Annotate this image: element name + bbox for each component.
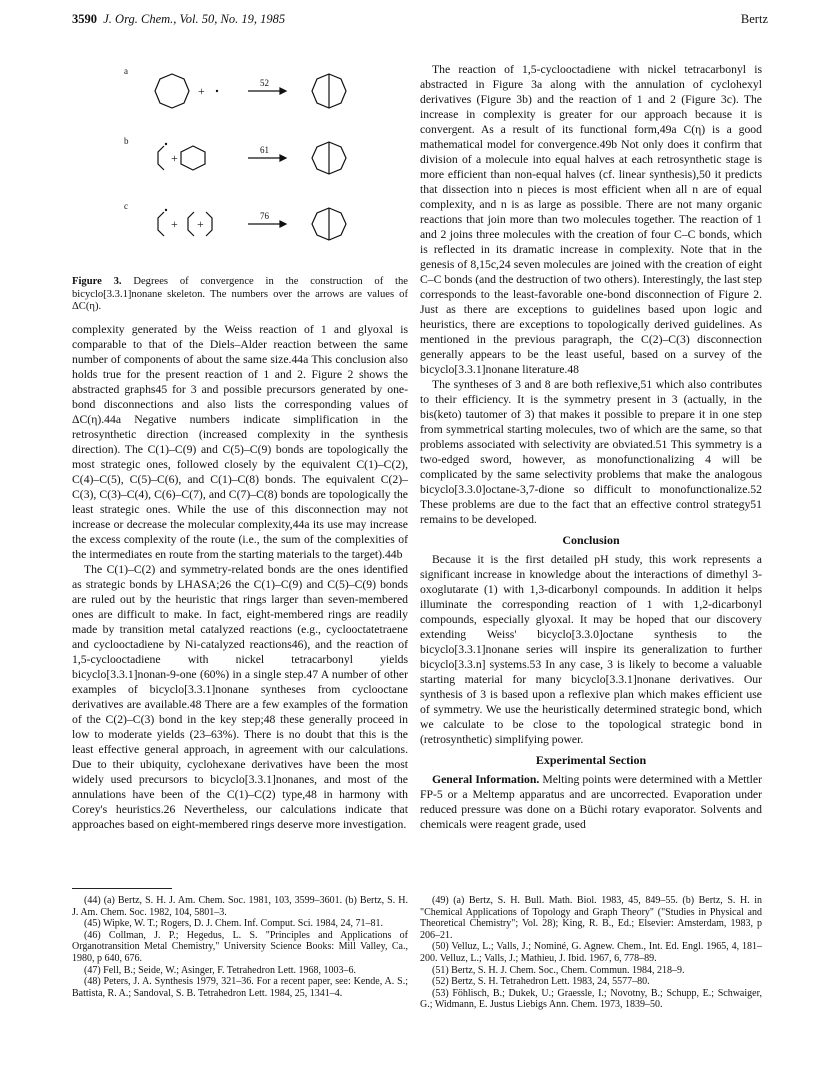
right-paragraph-2: The syntheses of 3 and 8 are both reflexive,51 which also contributes to their efficiency. It is the symmetry present in 3 (actually, in the bis(keto) tautomer of 3) that makes it possible to prepare it in one step from symmetrical starting molecules, two of which are the same, so that problems associated with selectivity are obviated.51 This symmetry is a two-edged sword, however, as monofunctionalizing 4 will be complicated by the same selectivity problems that make the analogous bicyclo[3.3.0]octane-3,7-dione so difficult to monofunctionalize.52 These problems are due to the fact that an effective control strategy51 remains to be developed. [420,378,762,526]
left-paragraph-1: complexity generated by the Weiss reaction of 1 and glyoxal is comparable to that of the Diels–Alder reaction between the same number of components of about the same size.44a This conclusion also holds true for the present reaction of 1 and 2. Figure 2 shows the abstracted graphs45 for 3 and possible precursors generated by one-bond disconnections and also lists the corresponding values of ΔC(η).44a Negative numbers indicate simplification in the retrosynthetic direction (increased complexity in the synthesis direction). The C(1)–C(9) and C(5)–C(9) bonds are topologically the most strategic ones, followed closely by the equivalent C(1)–C(2), C(4)–C(5), C(5)–C(6), and C(1)–C(8) bonds. The equivalent C(2)–C(3), C(3)–C(4), C(6)–C(7), and C(7)–C(8) bonds are topologically the least strategic ones. While the use of this disconnection may not increase or decrease the molecular complexity,44a its use may increase the excess complexity of the route (i.e., the sum of the complexities of the intermediates en route from the starting materials to the target).44b [72,322,408,561]
row-b-fragment [158,146,164,170]
journal-citation: J. Org. Chem., Vol. 50, No. 19, 1985 [103,12,286,26]
row-c-arrow [248,221,286,227]
footnotes-left [72,888,408,999]
left-paragraph-2: The C(1)–C(2) and symmetry-related bonds are the ones identified as strategic bonds by LHASA;26 the C(1)–C(9) and C(5)–C(9) bonds are ruled out by the heuristic that rings larger than seven-membered ones are difficult to make. In fact, eight-membered rings are readily made by transition metal catalyzed reactions (e.g., cyclooctatetraene and cyclooctadiene by Ni-catalyzed reactions46), and the reaction of 1,5-cyclooctadiene with nickel tetracarbonyl yields bicyclo[3.3.1]nonan-9-one (60%) in a single step.47 A number of other examples of bicyclo[3.3.1]nonane syntheses from cyclooctane derivatives are available.48 There are a few examples of the formation of the C(2)–C(3) bond in the key step;48 these generally proceed in low to moderate yields (23–63%). There is no doubt that this is the least effective general approach, in agreement with our calculations. Due to their ubiquity, cyclohexane derivatives have been the most widely used precursors to bicyclo[3.3.1]nonanes, and most of the annulations have been of the C(1)–C(2) type,48 in harmony with Corey's heuristics.26 Nevertheless, our calculations indicate that approaches based on eight-membered rings deserve more investigation. [72,562,408,831]
footnote-rule [72,888,172,889]
figure-3 [72,62,408,272]
figure-caption-text: Degrees of convergence in the construction of the bicyclo[3.3.1]nonane skeleton. The numbers over the arrows are values of ΔC(η). [72,276,408,312]
row-a-letter: a [124,66,128,76]
row-b-arrow [248,155,286,161]
svg-text:+: + [197,217,204,231]
left-column [72,62,408,832]
conclusion-paragraph: Because it is the first detailed pH study, this work represents a significant increase in knowledge about the interactions of dimethyl 3-oxoglutarate (1) with 1,3-dicarbonyl compounds. In addition it helps illuminate the corresponding reaction of 1 with 1,2-dicarbonyl compounds, especially glyoxal. It may be hoped that our discovery extending Weiss' bicyclo[3.3.0]octane synthesis to the bicyclo[3.3.1]nonane series will inspire its generalization to further bicyclo[3.3.n] systems.53 In any case, 3 is likely to become a valuable starting material for many bicyclo[3.3.1]nonane derivatives. Our synthesis of 3 is based upon a reflexive plan which makes efficient use of symmetry. We use the heuristically determined strategic bond, which we calculate to be close to the topological strategic bond in (retrosynthetic) simplifying power. [420,553,762,746]
figure-caption-label: Figure 3. [72,276,122,287]
reference-48: (48) Peters, J. A. Synthesis 1979, 321–36. For a recent paper, see: Kende, A. S.; Battista, R. A.; Sandoval, S. B. Tetrahedron Lett. 1984, 25, 1341–4. [72,976,408,999]
svg-text:+: + [171,151,178,165]
row-b-product [312,142,346,174]
footnotes-right [420,888,762,1011]
conclusion-heading: Conclusion [562,533,620,547]
header-author: Bertz [740,12,768,26]
reference-51: (51) Bertz, S. H. J. Chem. Soc., Chem. Commun. 1984, 218–9. [432,964,685,976]
reference-49: (49) (a) Bertz, S. H. Bull. Math. Biol. 1983, 45, 849–55. (b) Bertz, S. H. in "Chemical Applications of Topology and Graph Theory" ("Studies in Physical and Theoretical Chemistry"; Vol. 28); King, R. B., Ed.; Elsevier: Amsterdam, 1983, p 206–21. [420,895,762,941]
general-information-lead: General Information. [432,773,540,786]
page-number: 3590 [72,12,97,26]
row-b-number: 61 [260,145,269,155]
experimental-paragraph [420,772,762,832]
reference-44: (44) (a) Bertz, S. H. J. Am. Chem. Soc. 1981, 103, 3599–3601. (b) Bertz, S. H. J. Am. Chem. Soc. 1982, 104, 5801–3. [72,895,408,918]
header-left [72,12,285,27]
running-header [72,12,768,28]
row-b-letter: b [124,136,129,146]
reference-45: (45) Wipke, W. T.; Rogers, D. J. Chem. Inf. Comput. Sci. 1984, 24, 71–81. [84,918,384,930]
row-c-letter: c [124,201,128,211]
row-a-arrow [248,88,286,94]
row-c-number: 76 [260,211,269,221]
svg-text:+: + [171,217,178,231]
row-a-product [312,74,346,108]
row-c-product [312,208,346,240]
figure-3-scheme [72,62,408,272]
reference-50: (50) Velluz, L.; Valls, J.; Nominé, G. Agnew. Chem., Int. Ed. Engl. 1965, 4, 181–200. Velluz, L.; Valls, J.; Mathieu, J. Ibid. 1967, 6, 778–89. [420,941,762,964]
figure-caption [72,276,408,314]
right-column [420,62,762,832]
reference-53: (53) Föhlisch, B.; Dukek, U.; Graessle, I.; Novotny, B.; Schupp, E.; Schwaiger, G.; Widmann, E. Justus Liebigs Ann. Chem. 1973, 1839–50. [420,987,762,1011]
reference-47: (47) Fell, B.; Seide, W.; Asinger, F. Tetrahedron Lett. 1968, 1003–6. [84,964,357,976]
reference-52: (52) Bertz, S. H. Tetrahedron Lett. 1983, 24, 5577–80. [432,976,650,988]
row-a-number: 52 [260,78,269,88]
row-a-octagon [155,74,189,108]
experimental-heading: Experimental Section [535,753,647,767]
reference-46: (46) Collman, J. P.; Hegedus, L. S. "Principles and Applications of Organotransition Metal Chemistry," University Science Books: Mill Valley, Ca., 1980, p 640, 676. [72,929,408,964]
row-c-fragment-left [158,212,164,236]
general-information-text: Melting points were determined with a Mettler FP-5 or a Meltemp apparatus and are uncorrected. Evaporation under reduced pressure was done on a Büchi rotary evaporator. Solvents and chemicals were reagent grade, used [420,773,763,831]
row-b-hexagon [181,146,205,170]
svg-text:+: + [198,84,205,98]
right-paragraph-1: The reaction of 1,5-cyclooctadiene with nickel tetracarbonyl is abstracted in Figure 3a along with the annulation of cyclohexyl derivatives (Figure 3b) and the reaction of 1 and 2 (Figure 3c). The increase in complexity is greater for our approach because it is convergent. As a result of its functional form,49a C(η) is a good mathematical model for convergence.49b Not only does it confirm that division of a molecule into equal halves at each retrosynthetic stage is more efficient than non-equal halves (cf. linear synthesis),50 it predicts that dissection into n pieces is most efficient when all n are of equal complexity, and n is as large as possible. There are not many organic reactions that join more than two molecules together. The reaction of 1 and 2 joins three molecules with the creation of four C–C bonds, which is reflected in its dramatic increase in complexity. Note that in the genesis of 8,15c,24 seven molecules are joined with the creation of eight C–C bonds (and the destruction of two others). Interestingly, the last step corresponds to the least-favorable one-bond disconnection of Figure 2. Just as there are exceptions to guidelines based upon logic and heuristics, there are exceptions to topologically derived guidelines. As mentioned in the previous paragraph, the C(2)–C(3) disconnection generally appears to be the least useful, based on a survey of the bicyclo[3.3.1]nonane literature.48 [420,63,762,376]
